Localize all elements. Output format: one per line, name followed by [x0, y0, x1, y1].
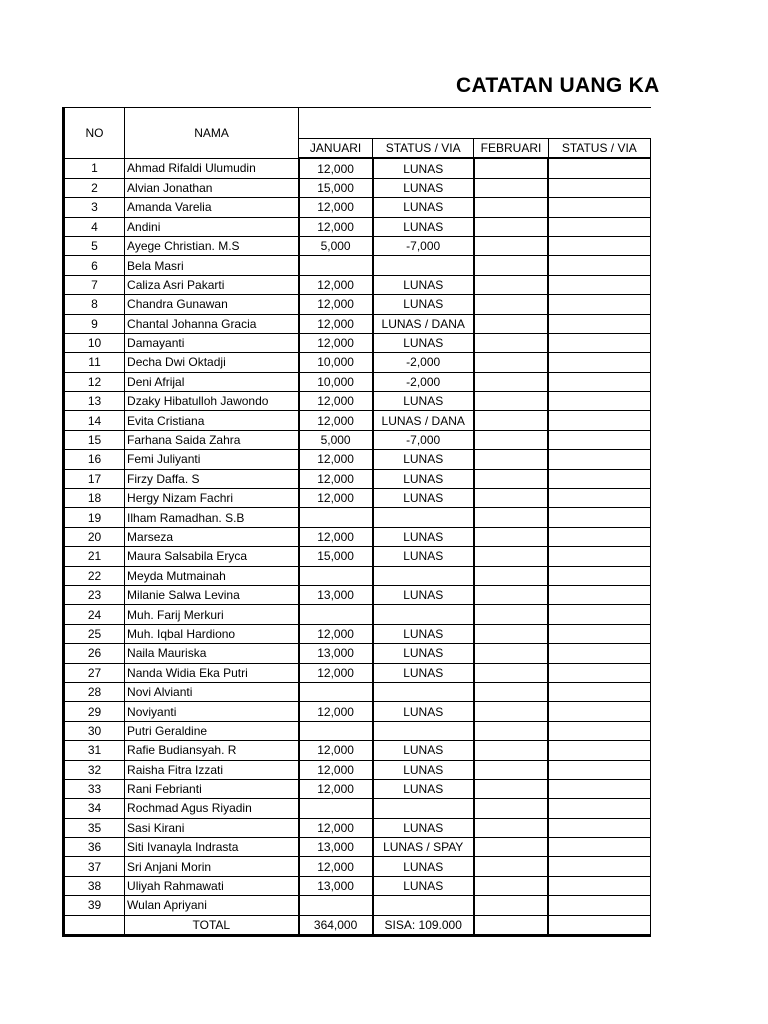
row-januari — [299, 605, 373, 624]
row-status-feb — [548, 430, 650, 449]
row-no: 13 — [64, 392, 125, 411]
total-label: TOTAL — [125, 915, 299, 935]
row-status-jan: LUNAS — [373, 760, 474, 779]
row-status-feb — [548, 275, 650, 294]
table-row — [64, 585, 651, 604]
row-status-feb — [548, 799, 650, 818]
row-nama: Andini — [125, 217, 299, 236]
row-februari — [474, 430, 548, 449]
total-no-cell — [64, 915, 125, 935]
row-no: 25 — [64, 624, 125, 643]
table-row — [64, 857, 651, 876]
row-januari: 12,000 — [299, 469, 373, 488]
row-nama: Ahmad Rifaldi Ulumudin — [125, 158, 299, 178]
row-status-jan: LUNAS — [373, 333, 474, 352]
row-no: 17 — [64, 469, 125, 488]
row-februari — [474, 663, 548, 682]
row-februari — [474, 314, 548, 333]
row-januari: 12,000 — [299, 158, 373, 178]
row-no: 32 — [64, 760, 125, 779]
row-status-jan: -2,000 — [373, 353, 474, 372]
table-row — [64, 876, 651, 895]
header-no: NO — [64, 108, 125, 159]
row-januari — [299, 566, 373, 585]
table-row — [64, 721, 651, 740]
row-nama: Rochmad Agus Riyadin — [125, 799, 299, 818]
row-status-feb — [548, 818, 650, 837]
row-status-feb — [548, 585, 650, 604]
row-januari: 13,000 — [299, 876, 373, 895]
row-januari: 10,000 — [299, 353, 373, 372]
row-status-feb — [548, 353, 650, 372]
table-row — [64, 217, 651, 236]
row-status-feb — [548, 682, 650, 701]
row-no: 26 — [64, 644, 125, 663]
row-januari: 12,000 — [299, 217, 373, 236]
row-status-jan — [373, 721, 474, 740]
row-status-jan: LUNAS — [373, 469, 474, 488]
row-no: 14 — [64, 411, 125, 430]
row-januari: 13,000 — [299, 644, 373, 663]
row-februari — [474, 353, 548, 372]
row-no: 16 — [64, 450, 125, 469]
row-no: 18 — [64, 489, 125, 508]
row-status-jan: LUNAS — [373, 779, 474, 798]
table-row — [64, 508, 651, 527]
row-februari — [474, 333, 548, 352]
row-nama: Naila Mauriska — [125, 644, 299, 663]
row-no: 9 — [64, 314, 125, 333]
row-status-feb — [548, 314, 650, 333]
table-row — [64, 178, 651, 197]
row-januari: 12,000 — [299, 818, 373, 837]
header-status-feb: STATUS / VIA — [548, 139, 650, 159]
row-nama: Raisha Fitra Izzati — [125, 760, 299, 779]
row-januari — [299, 256, 373, 275]
row-februari — [474, 585, 548, 604]
row-februari — [474, 779, 548, 798]
row-februari — [474, 857, 548, 876]
payment-table — [62, 107, 651, 937]
row-no: 1 — [64, 158, 125, 178]
row-status-feb — [548, 333, 650, 352]
row-januari: 12,000 — [299, 489, 373, 508]
row-februari — [474, 876, 548, 895]
row-status-feb — [548, 392, 650, 411]
table-row — [64, 314, 651, 333]
row-status-feb — [548, 256, 650, 275]
total-februari — [474, 915, 548, 935]
row-no: 27 — [64, 663, 125, 682]
row-februari — [474, 217, 548, 236]
row-status-feb — [548, 624, 650, 643]
row-no: 12 — [64, 372, 125, 391]
row-status-feb — [548, 702, 650, 721]
row-januari: 12,000 — [299, 760, 373, 779]
row-februari — [474, 392, 548, 411]
row-januari: 12,000 — [299, 702, 373, 721]
table-row — [64, 644, 651, 663]
table-row — [64, 896, 651, 915]
row-nama: Deni Afrijal — [125, 372, 299, 391]
table-row — [64, 489, 651, 508]
table-row — [64, 624, 651, 643]
row-februari — [474, 896, 548, 915]
row-januari: 12,000 — [299, 450, 373, 469]
row-nama: Damayanti — [125, 333, 299, 352]
row-status-feb — [548, 566, 650, 585]
row-nama: Dzaky Hibatulloh Jawondo — [125, 392, 299, 411]
row-no: 30 — [64, 721, 125, 740]
row-februari — [474, 275, 548, 294]
row-nama: Maura Salsabila Eryca — [125, 547, 299, 566]
row-status-feb — [548, 779, 650, 798]
row-status-jan: LUNAS — [373, 527, 474, 546]
row-status-jan: LUNAS — [373, 178, 474, 197]
row-januari: 12,000 — [299, 857, 373, 876]
row-februari — [474, 682, 548, 701]
total-status-feb — [548, 915, 650, 935]
row-nama: Siti Ivanayla Indrasta — [125, 838, 299, 857]
row-nama: Rani Febrianti — [125, 779, 299, 798]
row-no: 39 — [64, 896, 125, 915]
row-februari — [474, 547, 548, 566]
row-nama: Caliza Asri Pakarti — [125, 275, 299, 294]
row-februari — [474, 818, 548, 837]
row-status-jan — [373, 566, 474, 585]
row-februari — [474, 450, 548, 469]
row-februari — [474, 372, 548, 391]
table-row — [64, 838, 651, 857]
row-status-feb — [548, 741, 650, 760]
row-januari: 12,000 — [299, 275, 373, 294]
row-februari — [474, 295, 548, 314]
row-no: 8 — [64, 295, 125, 314]
row-no: 21 — [64, 547, 125, 566]
row-status-feb — [548, 605, 650, 624]
row-nama: Sri Anjani Morin — [125, 857, 299, 876]
row-nama: Femi Juliyanti — [125, 450, 299, 469]
row-nama: Noviyanti — [125, 702, 299, 721]
row-nama: Alvian Jonathan — [125, 178, 299, 197]
row-februari — [474, 566, 548, 585]
row-status-jan: LUNAS — [373, 295, 474, 314]
page-title: CATATAN UANG KA — [456, 74, 660, 97]
row-status-jan — [373, 799, 474, 818]
row-status-feb — [548, 489, 650, 508]
row-februari — [474, 838, 548, 857]
row-status-jan: LUNAS / SPAY — [373, 838, 474, 857]
table-body — [64, 158, 651, 915]
row-nama: Chandra Gunawan — [125, 295, 299, 314]
row-status-jan: LUNAS — [373, 818, 474, 837]
row-status-feb — [548, 527, 650, 546]
row-nama: Nanda Widia Eka Putri — [125, 663, 299, 682]
table-row — [64, 392, 651, 411]
table-row — [64, 333, 651, 352]
header-month-group — [299, 108, 651, 139]
row-status-feb — [548, 876, 650, 895]
row-status-feb — [548, 838, 650, 857]
row-status-jan: LUNAS / DANA — [373, 411, 474, 430]
row-status-jan: LUNAS — [373, 702, 474, 721]
row-januari: 12,000 — [299, 333, 373, 352]
row-status-jan: LUNAS — [373, 876, 474, 895]
row-status-jan — [373, 256, 474, 275]
row-nama: Bela Masri — [125, 256, 299, 275]
table-row — [64, 411, 651, 430]
row-status-jan: LUNAS — [373, 198, 474, 217]
table-row — [64, 430, 651, 449]
row-status-jan: LUNAS — [373, 624, 474, 643]
row-status-feb — [548, 760, 650, 779]
table-row — [64, 818, 651, 837]
row-status-jan: LUNAS — [373, 585, 474, 604]
row-februari — [474, 508, 548, 527]
row-februari — [474, 644, 548, 663]
row-januari: 15,000 — [299, 547, 373, 566]
row-nama: Meyda Mutmainah — [125, 566, 299, 585]
row-nama: Ilham Ramadhan. S.B — [125, 508, 299, 527]
row-nama: Rafie Budiansyah. R — [125, 741, 299, 760]
row-januari: 12,000 — [299, 741, 373, 760]
total-januari: 364,000 — [299, 915, 373, 935]
row-februari — [474, 799, 548, 818]
row-no: 15 — [64, 430, 125, 449]
table-row — [64, 372, 651, 391]
row-no: 33 — [64, 779, 125, 798]
table-row — [64, 158, 651, 178]
row-januari: 12,000 — [299, 411, 373, 430]
row-status-feb — [548, 411, 650, 430]
row-februari — [474, 527, 548, 546]
row-februari — [474, 198, 548, 217]
row-nama: Muh. Farij Merkuri — [125, 605, 299, 624]
row-januari: 13,000 — [299, 838, 373, 857]
row-status-jan — [373, 896, 474, 915]
row-status-feb — [548, 469, 650, 488]
row-status-jan: LUNAS — [373, 217, 474, 236]
row-status-jan: -2,000 — [373, 372, 474, 391]
table-row — [64, 799, 651, 818]
row-no: 4 — [64, 217, 125, 236]
row-nama: Putri Geraldine — [125, 721, 299, 740]
row-status-feb — [548, 644, 650, 663]
row-status-jan: LUNAS — [373, 663, 474, 682]
row-februari — [474, 236, 548, 255]
table-row — [64, 760, 651, 779]
row-status-jan: LUNAS / DANA — [373, 314, 474, 333]
row-januari: 12,000 — [299, 198, 373, 217]
row-no: 31 — [64, 741, 125, 760]
row-no: 22 — [64, 566, 125, 585]
row-no: 24 — [64, 605, 125, 624]
row-januari: 12,000 — [299, 624, 373, 643]
row-status-jan — [373, 605, 474, 624]
row-januari: 5,000 — [299, 236, 373, 255]
row-status-jan: LUNAS — [373, 392, 474, 411]
row-nama: Hergy Nizam Fachri — [125, 489, 299, 508]
row-status-feb — [548, 198, 650, 217]
row-no: 2 — [64, 178, 125, 197]
row-no: 20 — [64, 527, 125, 546]
row-januari: 5,000 — [299, 430, 373, 449]
row-nama: Milanie Salwa Levina — [125, 585, 299, 604]
row-no: 37 — [64, 857, 125, 876]
row-februari — [474, 624, 548, 643]
row-status-feb — [548, 217, 650, 236]
row-januari: 12,000 — [299, 392, 373, 411]
row-status-feb — [548, 158, 650, 178]
row-status-jan: LUNAS — [373, 741, 474, 760]
row-status-jan — [373, 508, 474, 527]
row-februari — [474, 741, 548, 760]
row-nama: Uliyah Rahmawati — [125, 876, 299, 895]
row-no: 36 — [64, 838, 125, 857]
row-no: 38 — [64, 876, 125, 895]
row-januari: 12,000 — [299, 779, 373, 798]
row-nama: Ayege Christian. M.S — [125, 236, 299, 255]
row-januari: 12,000 — [299, 663, 373, 682]
row-januari — [299, 721, 373, 740]
row-no: 23 — [64, 585, 125, 604]
table-row — [64, 295, 651, 314]
row-nama: Evita Cristiana — [125, 411, 299, 430]
row-no: 11 — [64, 353, 125, 372]
row-status-jan: -7,000 — [373, 430, 474, 449]
table-row — [64, 450, 651, 469]
row-status-feb — [548, 547, 650, 566]
row-status-feb — [548, 295, 650, 314]
row-februari — [474, 721, 548, 740]
row-no: 35 — [64, 818, 125, 837]
header-row — [64, 108, 651, 139]
table-row — [64, 469, 651, 488]
table-row — [64, 236, 651, 255]
table-row — [64, 198, 651, 217]
total-status: SISA: 109.000 — [373, 915, 474, 935]
row-status-feb — [548, 663, 650, 682]
table-row — [64, 702, 651, 721]
row-status-jan: LUNAS — [373, 644, 474, 663]
row-no: 10 — [64, 333, 125, 352]
row-status-jan — [373, 682, 474, 701]
row-januari: 12,000 — [299, 527, 373, 546]
row-februari — [474, 256, 548, 275]
table-row — [64, 256, 651, 275]
row-status-feb — [548, 372, 650, 391]
total-row — [64, 915, 651, 935]
row-februari — [474, 760, 548, 779]
row-januari — [299, 508, 373, 527]
header-januari: JANUARI — [299, 139, 373, 159]
table-row — [64, 741, 651, 760]
table-row — [64, 275, 651, 294]
row-status-feb — [548, 236, 650, 255]
row-februari — [474, 469, 548, 488]
row-status-jan: -7,000 — [373, 236, 474, 255]
row-status-jan: LUNAS — [373, 450, 474, 469]
table-row — [64, 779, 651, 798]
row-februari — [474, 158, 548, 178]
row-februari — [474, 411, 548, 430]
row-no: 34 — [64, 799, 125, 818]
row-januari: 12,000 — [299, 314, 373, 333]
row-januari: 15,000 — [299, 178, 373, 197]
row-februari — [474, 702, 548, 721]
header-februari: FEBRUARI — [474, 139, 548, 159]
row-nama: Wulan Apriyani — [125, 896, 299, 915]
row-no: 28 — [64, 682, 125, 701]
row-nama: Marseza — [125, 527, 299, 546]
row-januari: 13,000 — [299, 585, 373, 604]
row-januari — [299, 896, 373, 915]
table-row — [64, 547, 651, 566]
row-status-jan: LUNAS — [373, 547, 474, 566]
table-row — [64, 353, 651, 372]
table-row — [64, 663, 651, 682]
row-status-feb — [548, 896, 650, 915]
row-nama: Amanda Varelia — [125, 198, 299, 217]
row-nama: Sasi Kirani — [125, 818, 299, 837]
row-januari — [299, 682, 373, 701]
row-nama: Farhana Saida Zahra — [125, 430, 299, 449]
row-nama: Firzy Daffa. S — [125, 469, 299, 488]
row-status-jan: LUNAS — [373, 489, 474, 508]
row-no: 5 — [64, 236, 125, 255]
header-nama: NAMA — [125, 108, 299, 159]
table-row — [64, 605, 651, 624]
row-februari — [474, 605, 548, 624]
row-status-feb — [548, 450, 650, 469]
table-row — [64, 527, 651, 546]
row-status-jan: LUNAS — [373, 857, 474, 876]
row-status-feb — [548, 857, 650, 876]
row-nama: Muh. Iqbal Hardiono — [125, 624, 299, 643]
row-februari — [474, 178, 548, 197]
row-no: 29 — [64, 702, 125, 721]
row-no: 3 — [64, 198, 125, 217]
row-januari: 10,000 — [299, 372, 373, 391]
row-januari: 12,000 — [299, 295, 373, 314]
row-no: 6 — [64, 256, 125, 275]
row-status-feb — [548, 721, 650, 740]
row-status-jan: LUNAS — [373, 158, 474, 178]
row-nama: Chantal Johanna Gracia — [125, 314, 299, 333]
row-nama: Decha Dwi Oktadji — [125, 353, 299, 372]
row-status-jan: LUNAS — [373, 275, 474, 294]
row-januari — [299, 799, 373, 818]
header-status-jan: STATUS / VIA — [373, 139, 474, 159]
table-row — [64, 566, 651, 585]
row-nama: Novi Alvianti — [125, 682, 299, 701]
row-status-feb — [548, 508, 650, 527]
row-no: 19 — [64, 508, 125, 527]
table-row — [64, 682, 651, 701]
row-no: 7 — [64, 275, 125, 294]
row-februari — [474, 489, 548, 508]
row-status-feb — [548, 178, 650, 197]
